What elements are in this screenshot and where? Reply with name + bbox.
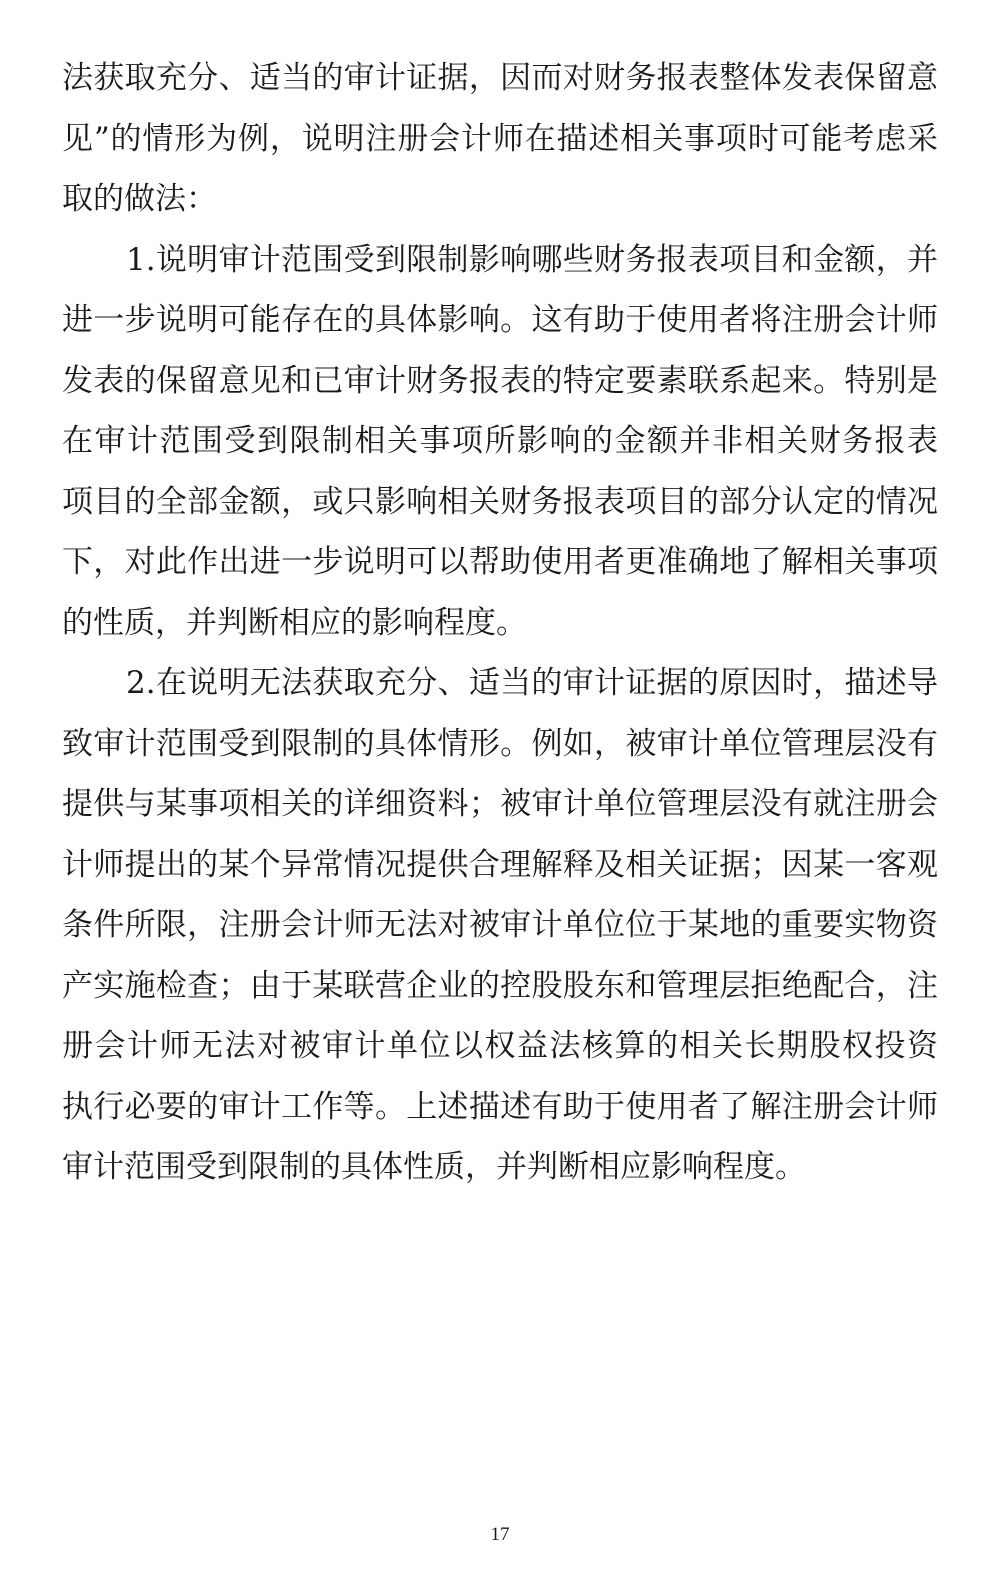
text-line: 取的做法：: [62, 181, 217, 217]
page-number: 17: [490, 1524, 510, 1545]
text-line: 见”的情形为例，说明注册会计师在描述相关事项时可能考虑采: [62, 120, 938, 157]
text-line: 1.说明审计范围受到限制影响哪些财务报表项目和金额，并: [126, 241, 938, 278]
text-line: 项目的全部金额，或只影响相关财务报表项目的部分认定的情况: [62, 483, 938, 520]
text-line: 致审计范围受到限制的具体情形。例如，被审计单位管理层没有: [62, 725, 938, 762]
text-line: 下，对此作出进一步说明可以帮助使用者更准确地了解相关事项: [62, 544, 938, 580]
body-text: [62, 48, 938, 1198]
text-line: 产实施检查；由于某联营企业的控股股东和管理层拒绝配合，注: [62, 967, 938, 1004]
text-line: 发表的保留意见和已审计财务报表的特定要素联系起来。特别是: [62, 362, 938, 399]
text-line: 的性质，并判断相应的影响程度。: [62, 604, 527, 641]
text-line: 2.在说明无法获取充分、适当的审计证据的原因时，描述导: [126, 665, 938, 701]
text-line: 在审计范围受到限制相关事项所影响的金额并非相关财务报表: [62, 423, 938, 459]
text-line: 计师提出的某个异常情况提供合理解释及相关证据；因某一客观: [62, 846, 938, 883]
text-line: 提供与某事项相关的详细资料；被审计单位管理层没有就注册会: [62, 786, 938, 822]
text-line: 审计范围受到限制的具体性质，并判断相应影响程度。: [62, 1149, 806, 1185]
text-line: 执行必要的审计工作等。上述描述有助于使用者了解注册会计师: [62, 1088, 938, 1125]
text-line: 法获取充分、适当的审计证据，因而对财务报表整体发表保留意: [62, 60, 938, 96]
text-line: 条件所限，注册会计师无法对被审计单位位于某地的重要实物资: [62, 907, 938, 943]
text-line: 册会计师无法对被审计单位以权益法核算的相关长期股权投资: [62, 1028, 938, 1064]
text-line: 进一步说明可能存在的具体影响。这有助于使用者将注册会计师: [62, 302, 938, 338]
